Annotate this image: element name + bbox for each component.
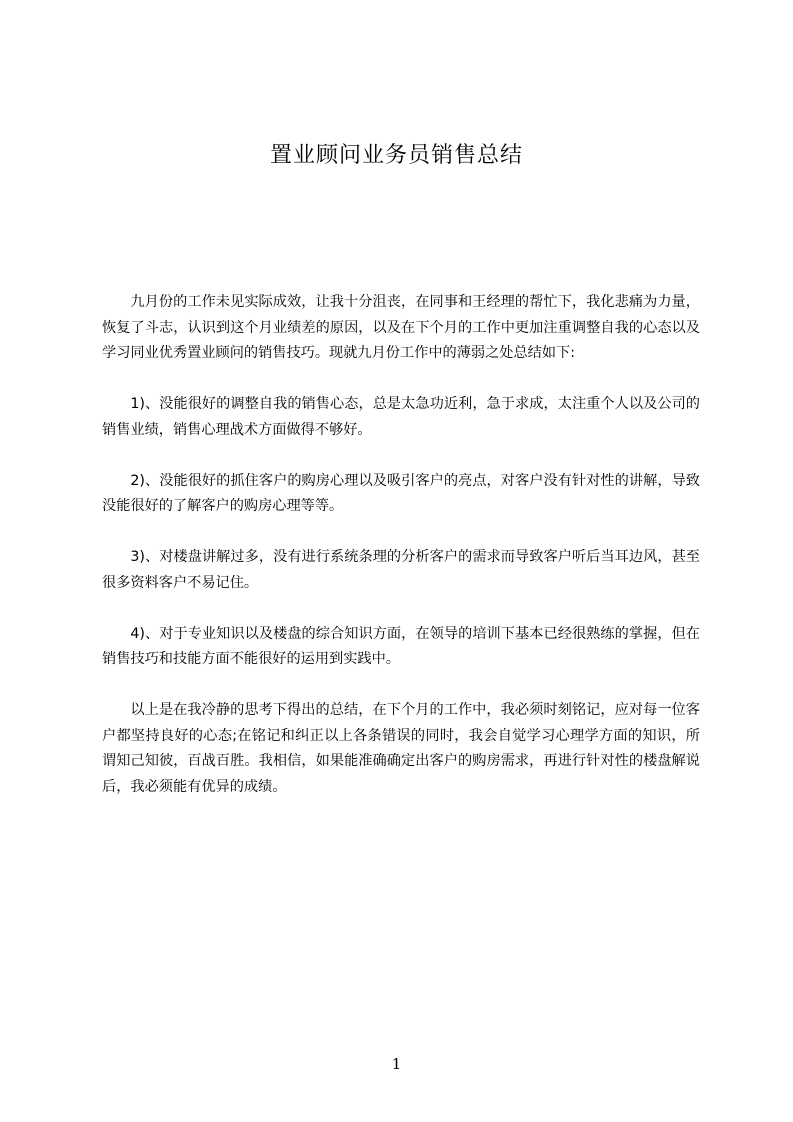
paragraph-point-1: 1)、没能很好的调整自我的销售心态，总是太急功近利，急于求成，太注重个人以及公司的销售业绩，销售心理战术方面做得不够好。 <box>102 396 700 438</box>
document-body <box>102 290 700 826</box>
document-title: 置业顾问业务员销售总结 <box>269 143 523 168</box>
paragraph-intro: 九月份的工作未见实际成效，让我十分沮丧，在同事和王经理的帮忙下，我化悲痛为力量，恢复了斗志，认识到这个月业绩差的原因，以及在下个月的工作中更加注重调整自我的心态以及学习同业优秀置业顾问的销售技巧。现就九月份工作中的薄弱之处总结如下: <box>102 294 700 361</box>
paragraph-point-4: 4)、对于专业知识以及楼盘的综合知识方面，在领导的培训下基本已经很熟练的掌握，但在销售技巧和技能方面不能很好的运用到实践中。 <box>102 625 700 667</box>
page-number: 1 <box>391 1055 402 1073</box>
paragraph-point-3: 3)、对楼盘讲解过多，没有进行系统条理的分析客户的需求而导致客户听后当耳边风，甚至很多资料客户不易记住。 <box>102 549 700 591</box>
paragraph-point-2: 2)、没能很好的抓住客户的购房心理以及吸引客户的亮点，对客户没有针对性的讲解，导致没能很好的了解客户的购房心理等等。 <box>102 472 700 514</box>
paragraph-conclusion: 以上是在我冷静的思考下得出的总结，在下个月的工作中，我必须时刻铭记，应对每一位客户都坚持良好的心态;在铭记和纠正以上各条错误的同时，我会自觉学习心理学方面的知识，所谓知己知彼，百战百胜。我相信，如果能准确确定出客户的购房需求，再进行针对性的楼盘解说后，我必须能有优异的成绩。 <box>102 702 700 795</box>
